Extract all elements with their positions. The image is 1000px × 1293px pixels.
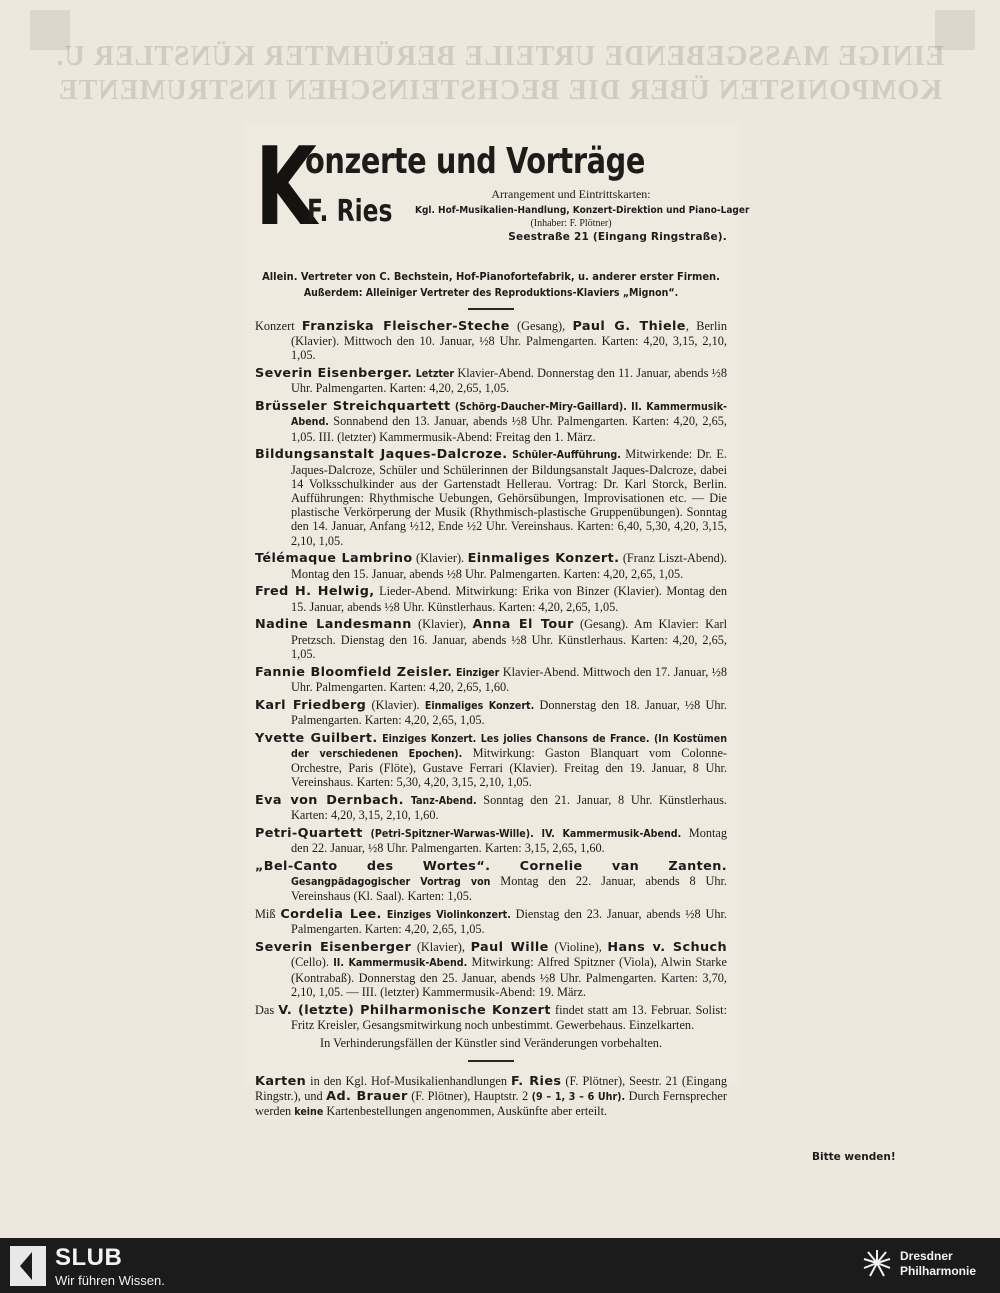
concert-entry (255, 940, 727, 999)
performer-name: Severin Eisenberger (255, 940, 412, 956)
performer-name: Severin Eisenberger. (255, 366, 413, 382)
performer-name: Hans v. Schuch (607, 940, 727, 956)
concert-entry (255, 665, 727, 694)
event-highlight: Gesangpädagogischer Vortrag von (291, 876, 491, 889)
scan-corner-mark (30, 10, 70, 50)
event-highlight: Tanz-Abend. (403, 795, 477, 808)
event-highlight: (Schörg-Daucher-Miry-Gaillard). II. Kammermusik-Abend. (291, 401, 727, 429)
slub-logo-icon (10, 1246, 46, 1286)
event-text: (Klavier), (411, 617, 473, 632)
performer-name: V. (letzte) Philharmonische Konzert (278, 1002, 551, 1018)
concert-entry (255, 1003, 727, 1032)
concert-entry (255, 584, 727, 613)
ticket-text: (F. Plötner), Seestr. 21 (Eingang Ringstr.), und (255, 1073, 727, 1104)
concert-entry (255, 907, 727, 936)
concert-entry (255, 447, 727, 547)
event-highlight: Einmaliges Konzert. (424, 699, 535, 712)
mignon-line: Außerdem: Alleiniger Vertreter des Reproduktions-Klaviers „Mignon“. (303, 287, 679, 299)
event-text: Klavier-Abend. Mittwoch den 17. Januar, ½8 Uhr. Palmengarten. Karten: 4,20, 2,65, 1,60. (291, 664, 727, 694)
performer-name: Paul Wille (470, 940, 549, 956)
event-text: (Gesang), (509, 319, 573, 333)
divider (468, 1060, 514, 1062)
event-highlight: Letzter (412, 368, 455, 381)
performer-name: „Bel-Canto des Wortes“. (255, 859, 491, 875)
performer-name: Paul G. Thiele (572, 319, 686, 334)
concert-listing (255, 125, 750, 1119)
partner-name-line-1: Dresdner (900, 1249, 953, 1263)
performer-name: Yvette Guilbert. (255, 730, 378, 746)
ticket-text: Kartenbestellungen angenommen, Auskünfte aber erteilt. (323, 1104, 608, 1119)
event-highlight: Schüler-Aufführung. (507, 449, 621, 462)
partner-name-line-2: Philharmonie (900, 1264, 977, 1278)
performer-name: Télémaque Lambrino (255, 551, 413, 567)
event-text: (Violine), (548, 940, 608, 955)
event-text: Konzert (255, 319, 302, 333)
show-through-column-left (52, 120, 242, 1120)
concert-entry (255, 859, 727, 904)
concert-entry (255, 793, 727, 822)
hof-line: Kgl. Hof-Musikalien-Handlung, Konzert-Direktion und Piano-Lager (415, 204, 750, 216)
masthead (255, 125, 750, 268)
performer-name: Fannie Bloomfield Zeisler. (255, 664, 453, 680)
performer-name: Cornelie van Zanten. (490, 859, 727, 875)
concert-entry (255, 698, 727, 727)
event-text: Sonnabend den 13. Januar, abends ½8 Uhr. Palmengarten. Karten: 4,20, 2,65, 1,05. III. (letzter) Kammermusik-Abend: Freitag den 1. März. (291, 414, 727, 444)
performer-name: Nadine Landesmann (255, 617, 412, 633)
arrangement-line: Arrangement und Eintrittskarten: (491, 187, 651, 201)
concert-entries (255, 319, 727, 1032)
event-text: Montag den 22. Januar, ½8 Uhr. Palmengarten. Karten: 3,15, 2,65, 1,60. (291, 826, 728, 856)
concert-entry (255, 366, 727, 395)
event-text: Klavier-Abend. Donnerstag den 11. Januar, abends ½8 Uhr. Palmengarten. Karten: 4,20, 2,65, 1,05. (291, 366, 727, 396)
concert-entry (255, 551, 727, 580)
event-highlight: Einziger (452, 666, 500, 679)
event-text: Mitwirkung: Gaston Blanquart vom Colonne-Orchestre, Paris (Flöte), Gustave Ferrari (Klavier). Freitag den 19. Januar, 8 Uhr. Vereinshaus. Karten: 5,30, 4,20, 3,15, 2,10, 1,05. (291, 745, 728, 790)
owner-line: (Inhaber: F. Plötner) (530, 218, 612, 229)
karten-label: Karten (255, 1073, 307, 1089)
turn-over-note: Bitte wenden! (812, 1151, 896, 1163)
concert-entry (255, 731, 727, 790)
event-text: Miß (255, 907, 281, 922)
brauer-name: Ad. Brauer (326, 1089, 408, 1105)
ticket-text: Durch Fernsprecher werden (255, 1089, 727, 1119)
event-text: Sonntag den 21. Januar, 8 Uhr. Künstlerhaus. Karten: 4,20, 3,15, 2,10, 1,60. (291, 793, 727, 823)
page-title: onzerte und Vorträge (305, 141, 646, 182)
event-text: (Klavier). (412, 551, 468, 566)
performer-name: Franziska Fleischer-Steche (301, 319, 510, 334)
event-text: findet statt am 13. Februar. Solist: Fritz Kreisler, Gesangsmitwirkung noch unbestimmt. Gewerbehaus. Einzelkarten. (291, 1002, 728, 1032)
event-text: (Franz Liszt-Abend). Montag den 15. Januar, abends ½8 Uhr. Palmengarten. Karten: 4,20, 2,65, 1,05. (291, 551, 727, 581)
firm-details (415, 187, 750, 246)
title-initial: K (255, 125, 317, 250)
performer-name: Eva von Dernbach. (255, 793, 404, 809)
event-text: Montag den 22. Januar, abends 8 Uhr. Vereinshaus (Kl. Saal). Karten: 1,05. (291, 874, 727, 904)
performer-name: Fred H. Helwig, (255, 584, 375, 600)
event-text: Lieder-Abend. Mitwirkung: Erika von Binzer (Klavier). Montag den 15. Januar, abends ½8 Uhr. Künstlerhaus. Karten: 4,20, 2,65, 1,05. (291, 584, 728, 614)
partner-name (900, 1249, 976, 1279)
ries-name: F. Ries (510, 1073, 562, 1089)
event-highlight: Einziges Violinkonzert. (381, 909, 511, 922)
keine-word: keine (294, 1106, 324, 1119)
event-text: (Klavier). (366, 697, 425, 712)
philharmonie-logo-icon (862, 1248, 892, 1278)
performer-name: Petri-Quartett (255, 826, 363, 842)
ticket-text: (F. Plötner), Hauptstr. 2 (407, 1089, 532, 1104)
event-highlight: (Petri-Spitzner-Warwas-Wille). IV. Kammermusik-Abend. (362, 828, 682, 841)
ticket-info (255, 1074, 727, 1120)
ticket-text: in den Kgl. Hof-Musikalienhandlungen (306, 1073, 511, 1088)
concert-entry (255, 617, 727, 661)
event-text: Mitwirkung: Alfred Spitzner (Viola), Alwin Starke (Kontrabaß). Donnerstag den 25. Januar, abends ½8 Uhr. Palmengarten. Karten: 3,70, 2,10, 1,05. — III. (letzter) Kammermusik-Abend: 19. März. (291, 955, 727, 999)
event-highlight: II. Kammermusik-Abend. (333, 957, 468, 970)
event-highlight: Einziges Konzert. Les jolies Chansons de France. (In Kostümen der verschiedenen Epochen). (291, 732, 727, 760)
show-through-title: EINIGE MASSGEBENDE URTEILE BERÜHMTER KÜNSTLER U. KOMPONISTEN ÜBER DIE BECHSTEINSCHEN INSTRUMENTE (55, 41, 945, 106)
event-text: (Klavier), (411, 940, 471, 955)
event-text: (Cello). (291, 955, 334, 970)
performer-name: Karl Friedberg (255, 697, 367, 713)
event-text: Das (255, 1002, 279, 1017)
performer-name: Cordelia Lee. (280, 907, 382, 923)
firm-name: F. Ries (307, 194, 393, 229)
change-notice: In Verhinderungsfällen der Künstler sind Veränderungen vorbehalten. (319, 1035, 663, 1050)
event-text: Mitwirkende: Dr. E. Jaques-Dalcroze, Schüler und Schülerinnen der Bildungsanstalt Jaques-Dalcroze, dabei 14 Volksschulkinder aus der Gartenstadt Hellerau. Vortrag: Dr. Karl Storck, Berlin. Aufführungen: Rhythmische Uebungen, Gehörsübungen, Improvisationen etc. — Die plastische Verkörperung der Musik (Rhythmisch-plastische Gruppenübungen). Sonntag den 14. Januar, Anfang ½12, Ende ½2 Uhr. Vereinshaus. Karten: 6,40, 5,30, 4,20, 3,15, 2,10, 1,05. (291, 447, 727, 548)
event-text: Dienstag den 23. Januar, abends ½8 Uhr. Palmengarten. Karten: 4,20, 2,65, 1,05. (291, 907, 727, 937)
concert-entry (255, 399, 727, 444)
scan-corner-mark (935, 10, 975, 50)
show-through-column-right (735, 118, 945, 1098)
concert-entry (255, 319, 727, 363)
concert-entry (255, 826, 727, 855)
event-text: , Berlin (Klavier). Mittwoch den 10. Januar, ½8 Uhr. Palmengarten. Karten: 4,20, 3,15, 2,10, 1,05. (291, 319, 727, 363)
divider (468, 308, 514, 310)
event-text: Donnerstag den 18. Januar, ½8 Uhr. Palmengarten. Karten: 4,20, 2,65, 1,05. (291, 697, 728, 727)
performer-name: Bildungsanstalt Jaques-Dalcroze. (255, 447, 508, 463)
slub-tagline: Wir führen Wissen. (55, 1273, 165, 1288)
performer-name: Anna El Tour (472, 617, 574, 633)
representation-line: Allein. Vertreter von C. Bechstein, Hof-Pianofortefabrik, u. anderer erster Firmen. (262, 270, 720, 283)
address-line: Seestraße 21 (Eingang Ringstraße). (508, 231, 727, 243)
opening-hours: (9 – 1, 3 – 6 Uhr). (531, 1091, 626, 1104)
event-text: (Gesang). Am Klavier: Karl Pretzsch. Dienstag den 16. Januar, abends ½8 Uhr. Künstlerhaus. Karten: 4,20, 2,65, 1,05. (291, 617, 727, 661)
slub-footer-bar (0, 1238, 1000, 1293)
performer-name: Einmaliges Konzert. (467, 551, 620, 567)
performer-name: Brüsseler Streichquartett (255, 399, 451, 415)
slub-name: SLUB (55, 1244, 123, 1271)
